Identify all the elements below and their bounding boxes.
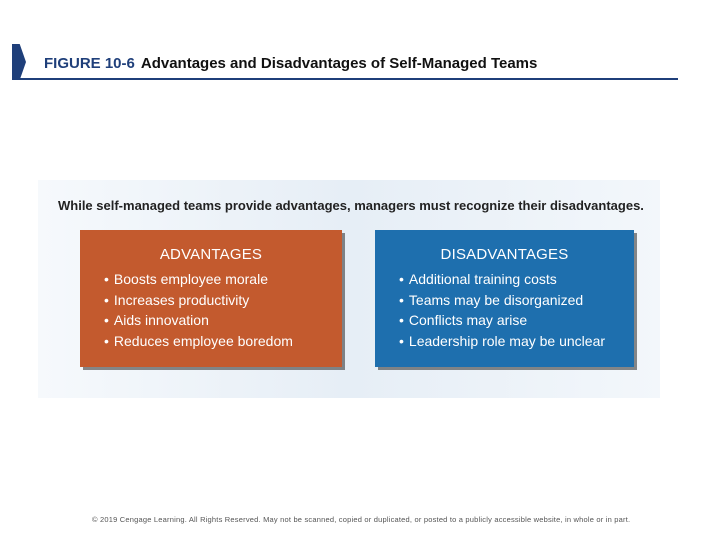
bullet-icon: • <box>104 312 109 328</box>
advantages-box <box>80 230 342 367</box>
list-item <box>104 290 342 311</box>
title-bar <box>12 44 678 80</box>
list-item <box>399 331 634 352</box>
copyright-footer: © 2019 Cengage Learning. All Rights Reserved. May not be scanned, copied or duplicated, or posted to a publicly accessible website, in whole or in part. <box>92 515 631 524</box>
advantages-heading: ADVANTAGES <box>159 246 263 263</box>
bullet-icon: • <box>399 291 404 308</box>
figure-label: FIGURE 10-6 <box>44 55 135 72</box>
list-item-text: Conflicts may arise <box>408 312 528 328</box>
list-item <box>104 331 342 352</box>
figure-title-text: Advantages and Disadvantages of Self-Managed Teams <box>140 55 538 72</box>
bullet-icon: • <box>104 271 109 287</box>
list-item <box>399 290 634 311</box>
bullet-icon: • <box>399 312 404 328</box>
list-item-text: Additional training costs <box>408 271 557 287</box>
list-item <box>399 269 634 290</box>
list-item-text: Aids innovation <box>113 312 209 328</box>
list-item <box>104 310 342 331</box>
bullet-icon: • <box>399 271 404 287</box>
list-item-text: Boosts employee morale <box>113 271 268 287</box>
advantages-list <box>80 269 342 351</box>
list-item-text: Increases productivity <box>113 291 250 308</box>
intro-text: While self-managed teams provide advantages, managers must recognize their disadvantages. <box>58 198 644 213</box>
bullet-icon: • <box>399 332 404 349</box>
list-item-text: Teams may be disorganized <box>408 291 584 308</box>
list-item <box>104 269 342 290</box>
disadvantages-box <box>375 230 634 367</box>
title-chevron-icon <box>12 44 26 80</box>
disadvantages-list <box>375 269 634 351</box>
list-item-text: Reduces employee boredom <box>113 332 293 349</box>
figure-panel <box>38 180 660 398</box>
disadvantages-heading: DISADVANTAGES <box>440 246 569 263</box>
list-item-text: Leadership role may be unclear <box>408 332 606 349</box>
bullet-icon: • <box>104 332 109 349</box>
list-item <box>399 310 634 331</box>
figure-title <box>44 55 537 72</box>
title-underline <box>12 78 678 80</box>
bullet-icon: • <box>104 291 109 308</box>
